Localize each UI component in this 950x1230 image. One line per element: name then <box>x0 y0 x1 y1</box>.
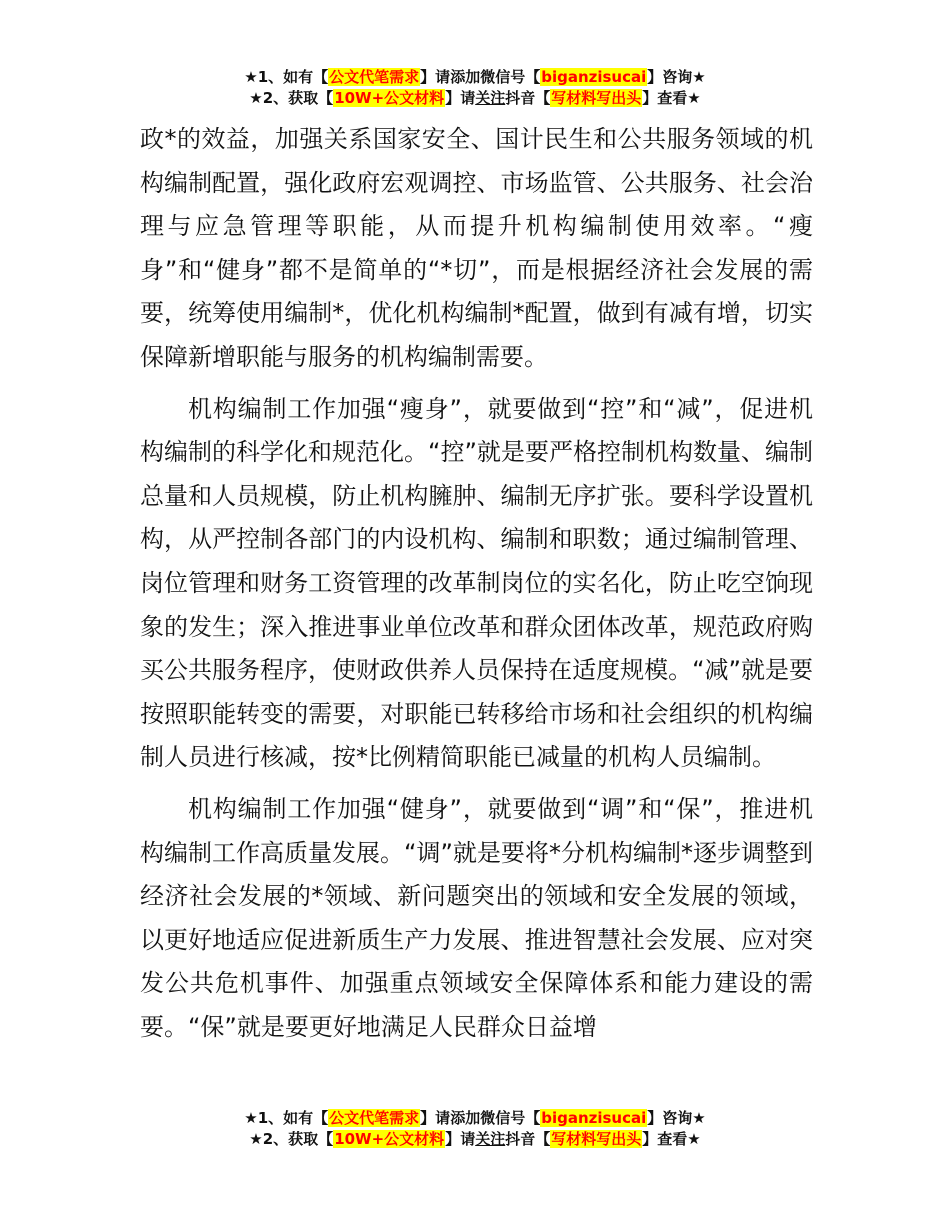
banner-line-2 <box>0 88 950 109</box>
highlight-service: 公文代笔需求 <box>329 1109 420 1127</box>
banner-line-1 <box>0 67 950 88</box>
banner-line-1 <box>0 1108 950 1129</box>
banner-text: 】请 <box>445 1130 476 1148</box>
highlight-materials: 10W+公文材料 <box>334 1130 445 1148</box>
banner-text: ★1、如有【 <box>244 68 329 86</box>
banner-text: 】请 <box>420 1109 451 1127</box>
banner-text: 抖音【 <box>505 89 551 107</box>
banner-emphasis: 添加 <box>450 68 481 86</box>
banner-text: ★1、如有【 <box>244 1109 329 1127</box>
banner-text: 】请 <box>445 89 476 107</box>
banner-emphasis: 添加 <box>450 1109 481 1127</box>
banner-text: 】请 <box>420 68 451 86</box>
header-banner <box>0 67 950 109</box>
paragraph-strengthening: 机构编制工作加强“健身”，就要做到“调”和“保”，推进机构编制工作高质量发展。“调”就是要将*分机构编制*逐步调整到经济社会发展的*领域、新问题突出的领域和安全发展的领域，以更好地适应促进新质生产力发展、推进智慧社会发展、应对突发公共危机事件、加强重点领域安全保障体系和能力建设的需要。“保”就是要更好地满足人民群众日益增 <box>140 794 813 1041</box>
highlight-materials: 10W+公文材料 <box>334 89 445 107</box>
paragraph-continued: 政*的效益，加强关系国家安全、国计民生和公共服务领域的机构编制配置，强化政府宏观调控、市场监管、公共服务、社会治理与应急管理等职能，从而提升机构编制使用效率。“瘦身”和“健身”都不是简单的“*切”，而是根据经济社会发展的需要，统筹使用编制*，优化机构编制*配置，做到有减有增，切实保障新增职能与服务的机构编制需要。 <box>140 125 813 371</box>
banner-line-2 <box>0 1129 950 1150</box>
banner-text: 抖音【 <box>505 1130 551 1148</box>
highlight-wechat-id: biganzisucai <box>541 68 647 86</box>
body-text <box>140 118 813 1049</box>
paragraph-slimming: 机构编制工作加强“瘦身”，就要做到“控”和“减”，促进机构编制的科学化和规范化。“控”就是要严格控制机构数量、编制总量和人员规模，防止机构臃肿、编制无序扩张。要科学设置机构，从严控制各部门的内设机构、编制和职数；通过编制管理、岗位管理和财务工资管理的改革制岗位的实名化，防止吃空饷现象的发生；深入推进事业单位改革和群众团体改革，规范政府购买公共服务程序，使财政供养人员保持在适度规模。“减”就是要按照职能转变的需要，对职能已转移给市场和社会组织的机构编制人员进行核减，按*比例精简职能已减量的机构人员编制。 <box>140 394 813 772</box>
footer-banner <box>0 1108 950 1150</box>
banner-underlined: 关注 <box>475 89 506 107</box>
banner-text: 微信号【 <box>480 68 541 86</box>
highlight-wechat-id: biganzisucai <box>541 1109 647 1127</box>
banner-text: 】查看★ <box>642 89 701 107</box>
banner-underlined: 关注 <box>475 1130 506 1148</box>
banner-text: 】查看★ <box>642 1130 701 1148</box>
banner-text: ★2、获取【 <box>249 1130 334 1148</box>
banner-text: 】咨询★ <box>647 68 706 86</box>
highlight-douyin-account: 写材料写出头 <box>551 1130 642 1148</box>
highlight-service: 公文代笔需求 <box>329 68 420 86</box>
banner-text: ★2、获取【 <box>249 89 334 107</box>
banner-text: 微信号【 <box>480 1109 541 1127</box>
highlight-douyin-account: 写材料写出头 <box>551 89 642 107</box>
banner-text: 】咨询★ <box>647 1109 706 1127</box>
